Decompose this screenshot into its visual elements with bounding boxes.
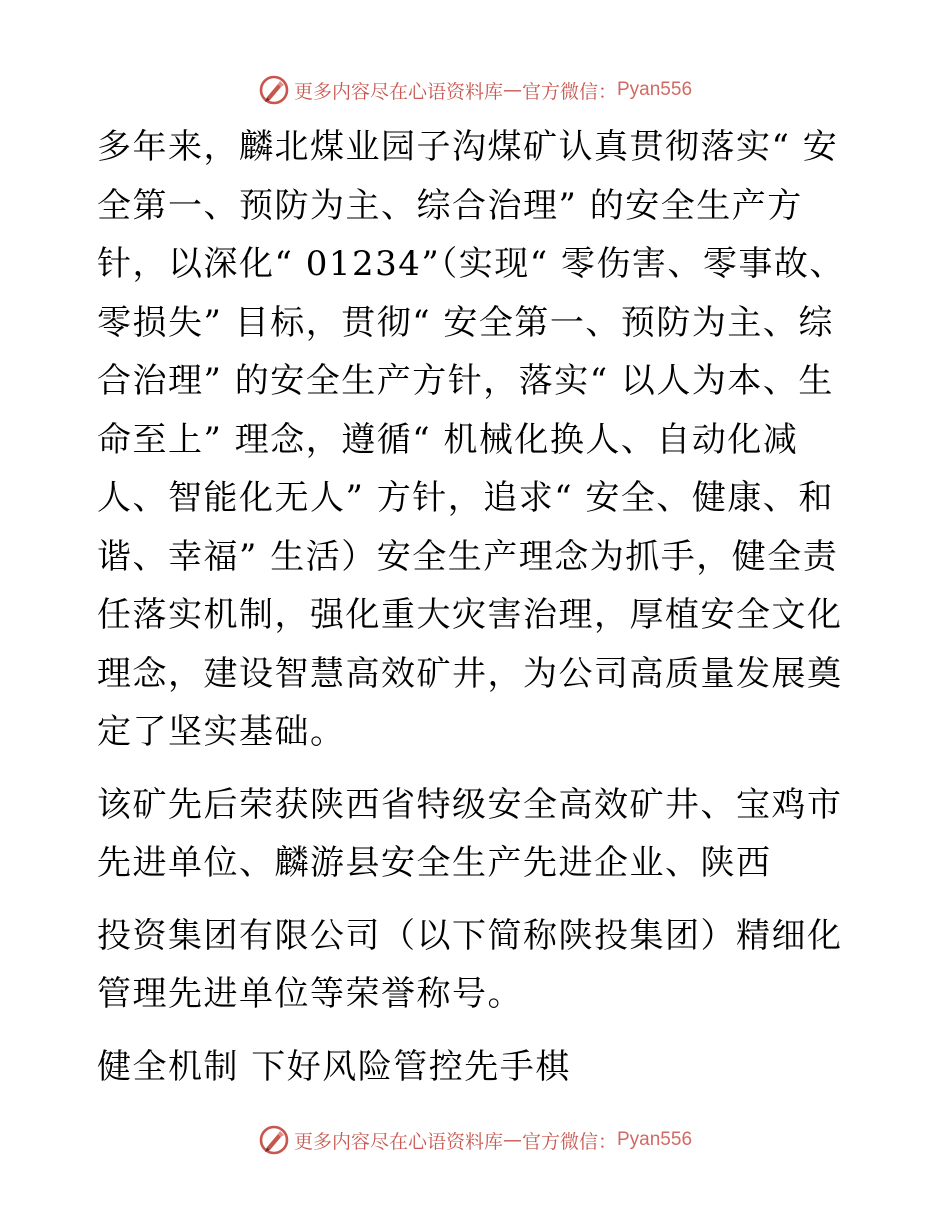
document-body xyxy=(97,118,857,1096)
footer-watermark-banner xyxy=(0,1120,950,1160)
header-watermark-banner xyxy=(0,70,950,110)
banner-contact-label: 官方微信： xyxy=(521,80,617,103)
paragraph-honors: 该矿先后荣获陕西省特级安全高效矿井、宝鸡市先进单位、麟游县安全生产先进企业、陕西 xyxy=(97,784,843,883)
paragraph-honors-continued: 投资集团有限公司（以下简称陕投集团）精细化管理先进单位等荣誉称号。 xyxy=(97,915,843,1014)
banner-wechat-handle: Pyan556 xyxy=(617,1129,693,1150)
banner-dash: — xyxy=(502,79,522,101)
banner-brand-text: 更多内容尽在心语资料库 xyxy=(293,80,503,103)
banner-wechat-handle: Pyan556 xyxy=(617,79,693,100)
banner-brand-text: 更多内容尽在心语资料库 xyxy=(293,1130,503,1153)
section-heading: 健全机制 下好风险管控先手棋 xyxy=(97,1046,571,1087)
pen-logo-icon xyxy=(258,1124,290,1156)
banner-dash: — xyxy=(502,1129,522,1151)
pen-logo-icon xyxy=(258,74,290,106)
paragraph-intro: 多年来，麟北煤业园子沟煤矿认真贯彻落实“ 安全第一、预防为主、综合治理” 的安全生产方针，以深化“ 01234”（实现“ 零伤害、零事故、零损失” 目标，贯彻“ 安全第一、预防为主、综合治理” 的安全生产方针，落实“ 以人为本、生命至上” 理念，遵循“ 机械化换人、自动化减人、智能化无人” 方针，追求“ 安全、健康、和谐、幸福” 生活）安全生产理念为抓手，健全责任落实机制，强化重大灾害治理，厚植安全文化理念，建设智慧高效矿井，为公司高质量发展奠定了坚实基础。 xyxy=(97,127,845,752)
banner-contact-label: 官方微信： xyxy=(521,1130,617,1153)
